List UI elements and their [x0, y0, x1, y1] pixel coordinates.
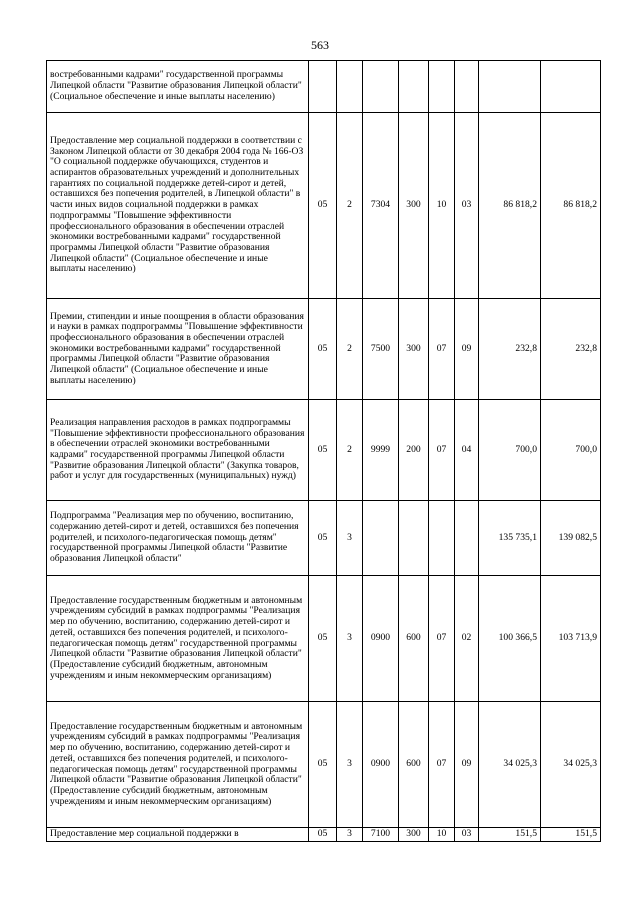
- table-row: [47, 702, 601, 828]
- section-code: 07: [429, 702, 455, 828]
- row-description: Предоставление государственным бюджетным и автономным учреждениям субсидий в рамках подпрограммы "Реализация мер по обучению, воспитанию, содержанию детей-сирот и детей, оставшихся без попечения родителей, и психолого-педагогическая помощь детям" государственной программы Липецкой области "Развитие образования Липецкой области" (Предоставление субсидий бюджетным, автономным учреждениям и иным некоммерческим организациям): [47, 702, 309, 828]
- subsection-code: [455, 61, 479, 113]
- program-code: 05: [309, 400, 337, 501]
- amount-first: [479, 61, 541, 113]
- expense-type-code: [399, 61, 429, 113]
- table-row: [47, 113, 601, 299]
- expense-type-code: 300: [399, 828, 429, 842]
- subprogram-code: [337, 61, 363, 113]
- table-row: [47, 299, 601, 400]
- direction-code: 7304: [363, 113, 399, 299]
- expense-type-code: 300: [399, 299, 429, 400]
- section-code: [429, 61, 455, 113]
- subprogram-code: 2: [337, 113, 363, 299]
- direction-code: [363, 501, 399, 576]
- section-code: 10: [429, 828, 455, 842]
- row-description: Премии, стипендии и иные поощрения в области образования и науки в рамках подпрограммы "Повышение эффективности профессионального образования в обеспечении отраслей экономики востребованными кадрами" государственной программы Липецкой области "Развитие образования Липецкой области" (Социальное обеспечение и иные выплаты населению): [47, 299, 309, 400]
- subsection-code: [455, 501, 479, 576]
- table-row: [47, 828, 601, 842]
- expense-type-code: 300: [399, 113, 429, 299]
- subprogram-code: 3: [337, 576, 363, 702]
- row-description: Предоставление мер социальной поддержки в соответствии с Законом Липецкой области от 30 декабря 2004 года № 166-ОЗ "О социальной поддержке обучающихся, студентов и аспирантов образовательных учреждений и дополнительных гарантиях по социальной поддержке детей-сирот и детей, оставшихся без попечения родителей, в Липецкой области" в части иных видов социальной поддержки в рамках подпрограммы "Повышение эффективности профессионального образования в обеспечении отраслей экономики востребованными кадрами" государственной программы Липецкой области "Развитие образования Липецкой области" (Социальное обеспечение и иные выплаты населению): [47, 113, 309, 299]
- table-row: [47, 61, 601, 113]
- amount-first: 151,5: [479, 828, 541, 842]
- expense-type-code: 600: [399, 702, 429, 828]
- subprogram-code: 3: [337, 501, 363, 576]
- expense-type-code: 200: [399, 400, 429, 501]
- amount-second: 86 818,2: [541, 113, 601, 299]
- direction-code: 0900: [363, 702, 399, 828]
- subsection-code: 03: [455, 828, 479, 842]
- amount-first: 100 366,5: [479, 576, 541, 702]
- direction-code: 7100: [363, 828, 399, 842]
- program-code: 05: [309, 501, 337, 576]
- subsection-code: 02: [455, 576, 479, 702]
- table-row: [47, 501, 601, 576]
- row-description: Реализация направления расходов в рамках подпрограммы "Повышение эффективности профессионального образования в обеспечении отраслей экономики востребованными кадрами" государственной программы Липецкой области "Развитие образования Липецкой области" (Закупка товаров, работ и услуг для государственных (муниципальных) нужд): [47, 400, 309, 501]
- amount-first: 34 025,3: [479, 702, 541, 828]
- section-code: 07: [429, 299, 455, 400]
- program-code: 05: [309, 113, 337, 299]
- program-code: 05: [309, 576, 337, 702]
- amount-first: 232,8: [479, 299, 541, 400]
- section-code: 07: [429, 576, 455, 702]
- amount-first: 700,0: [479, 400, 541, 501]
- amount-second: 700,0: [541, 400, 601, 501]
- amount-second: [541, 61, 601, 113]
- amount-first: 86 818,2: [479, 113, 541, 299]
- direction-code: 9999: [363, 400, 399, 501]
- direction-code: [363, 61, 399, 113]
- row-description: Предоставление государственным бюджетным и автономным учреждениям субсидий в рамках подпрограммы "Реализация мер по обучению, воспитанию, содержанию детей-сирот и детей, оставшихся без попечения родителей, и психолого-педагогическая помощь детям" государственной программы Липецкой области "Развитие образования Липецкой области" (Предоставление субсидий бюджетным, автономным учреждениям и иным некоммерческим организациям): [47, 576, 309, 702]
- subsection-code: 09: [455, 299, 479, 400]
- amount-second: 151,5: [541, 828, 601, 842]
- subsection-code: 03: [455, 113, 479, 299]
- subprogram-code: 3: [337, 702, 363, 828]
- program-code: 05: [309, 702, 337, 828]
- program-code: 05: [309, 299, 337, 400]
- direction-code: 7500: [363, 299, 399, 400]
- row-description: востребованными кадрами" государственной программы Липецкой области "Развитие образования Липецкой области" (Социальное обеспечение и иные выплаты населению): [47, 61, 309, 113]
- amount-first: 135 735,1: [479, 501, 541, 576]
- table-row: [47, 576, 601, 702]
- section-code: [429, 501, 455, 576]
- program-code: [309, 61, 337, 113]
- amount-second: 103 713,9: [541, 576, 601, 702]
- amount-second: 232,8: [541, 299, 601, 400]
- section-code: 10: [429, 113, 455, 299]
- direction-code: 0900: [363, 576, 399, 702]
- page-number: 563: [311, 38, 329, 52]
- table-row: [47, 400, 601, 501]
- budget-table: [46, 60, 601, 842]
- subprogram-code: 2: [337, 400, 363, 501]
- row-description: Предоставление мер социальной поддержки в: [47, 828, 309, 842]
- subsection-code: 04: [455, 400, 479, 501]
- amount-second: 139 082,5: [541, 501, 601, 576]
- row-description: Подпрограмма "Реализация мер по обучению, воспитанию, содержанию детей-сирот и детей, оставшихся без попечения родителей, и психолого-педагогическая помощь детям" государственной программы Липецкой области "Развитие образования Липецкой области": [47, 501, 309, 576]
- expense-type-code: 600: [399, 576, 429, 702]
- amount-second: 34 025,3: [541, 702, 601, 828]
- section-code: 07: [429, 400, 455, 501]
- subprogram-code: 3: [337, 828, 363, 842]
- expense-type-code: [399, 501, 429, 576]
- subsection-code: 09: [455, 702, 479, 828]
- program-code: 05: [309, 828, 337, 842]
- subprogram-code: 2: [337, 299, 363, 400]
